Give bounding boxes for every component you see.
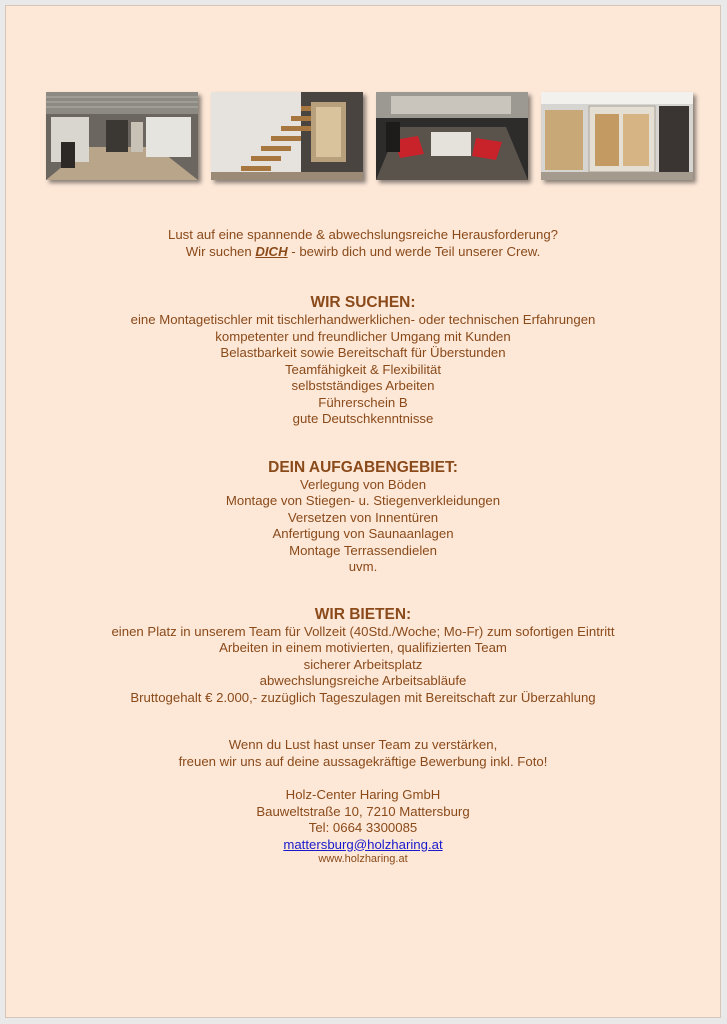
photo-red-chairs-lounge-image bbox=[376, 92, 528, 180]
document-page bbox=[5, 5, 721, 1018]
heading-wir-suchen: WIR SUCHEN: bbox=[310, 294, 416, 311]
wir-bieten-item: Arbeiten in einem motivierten, qualifizierten Team bbox=[219, 640, 507, 655]
company-phone: Tel: 0664 3300085 bbox=[308, 820, 418, 835]
wir-suchen-item: Führerschein B bbox=[318, 394, 408, 410]
wir-bieten-item: einen Platz in unserem Team für Vollzeit (40Std./Woche; Mo-Fr) zum sofortigen Eintritt bbox=[111, 623, 615, 639]
company-address: Bauweltstraße 10, 7210 Mattersburg bbox=[256, 803, 470, 819]
wir-suchen-item: Teamfähigkeit & Flexibilität bbox=[284, 361, 442, 377]
photo-strip bbox=[46, 92, 701, 187]
photo-red-chairs-lounge bbox=[376, 92, 528, 180]
aufgaben-item: Versetzen von Innentüren bbox=[287, 509, 439, 525]
wir-bieten-item: abwechslungsreiche Arbeitsabläufe bbox=[259, 673, 467, 688]
intro-line-2-pre: Wir suchen bbox=[185, 243, 256, 259]
website: www.holzharing.at bbox=[318, 853, 408, 865]
photo-sauna-cabin-image bbox=[541, 92, 693, 180]
aufgaben-item: uvm. bbox=[348, 559, 378, 574]
aufgaben-item: Verlegung von Böden bbox=[299, 476, 427, 492]
wir-suchen-item: kompetenter und freundlicher Umgang mit Kunden bbox=[215, 328, 511, 344]
wir-suchen-item: selbstständiges Arbeiten bbox=[291, 378, 435, 393]
intro-emphasis-dich: DICH bbox=[255, 243, 288, 259]
intro-line-1: Lust auf eine spannende & abwechslungsreiche Herausforderung? bbox=[167, 227, 559, 242]
job-posting-text bbox=[6, 227, 720, 866]
heading-aufgabengebiet: DEIN AUFGABENGEBIET: bbox=[268, 458, 458, 476]
photo-sauna-cabin bbox=[541, 92, 693, 180]
aufgaben-item: Montage Terrassendielen bbox=[289, 542, 437, 558]
email-line bbox=[6, 837, 720, 854]
wir-suchen-item: eine Montagetischler mit tischlerhandwerklichen- oder technischen Erfahrungen bbox=[130, 312, 596, 327]
intro-line-2-post: - bewirb dich und werde Teil unserer Crew. bbox=[287, 243, 541, 259]
wir-bieten-item: sicherer Arbeitsplatz bbox=[303, 656, 423, 672]
photo-office-corridor-image bbox=[46, 92, 198, 180]
closing-line-2: freuen wir uns auf deine aussagekräftige Bewerbung inkl. Foto! bbox=[178, 753, 548, 769]
wir-bieten-item: Bruttogehalt € 2.000,- zuzüglich Tageszulagen mit Bereitschaft zur Überzahlung bbox=[130, 689, 596, 705]
wir-suchen-item: gute Deutschkenntnisse bbox=[292, 411, 434, 426]
aufgaben-item: Anfertigung von Saunaanlagen bbox=[272, 526, 454, 541]
intro-line-2 bbox=[6, 244, 720, 261]
aufgaben-item: Montage von Stiegen- u. Stiegenverkleidungen bbox=[225, 493, 501, 508]
closing-line-1: Wenn du Lust hast unser Team zu verstärken, bbox=[228, 737, 498, 752]
photo-wooden-staircase bbox=[211, 92, 363, 180]
email-link[interactable]: mattersburg@holzharing.at bbox=[283, 836, 443, 852]
wir-suchen-item: Belastbarkeit sowie Bereitschaft für Überstunden bbox=[220, 345, 506, 360]
photo-wooden-staircase-image bbox=[211, 92, 363, 180]
company-name: Holz-Center Haring GmbH bbox=[285, 787, 441, 802]
photo-office-corridor bbox=[46, 92, 198, 180]
heading-wir-bieten: WIR BIETEN: bbox=[314, 605, 412, 623]
